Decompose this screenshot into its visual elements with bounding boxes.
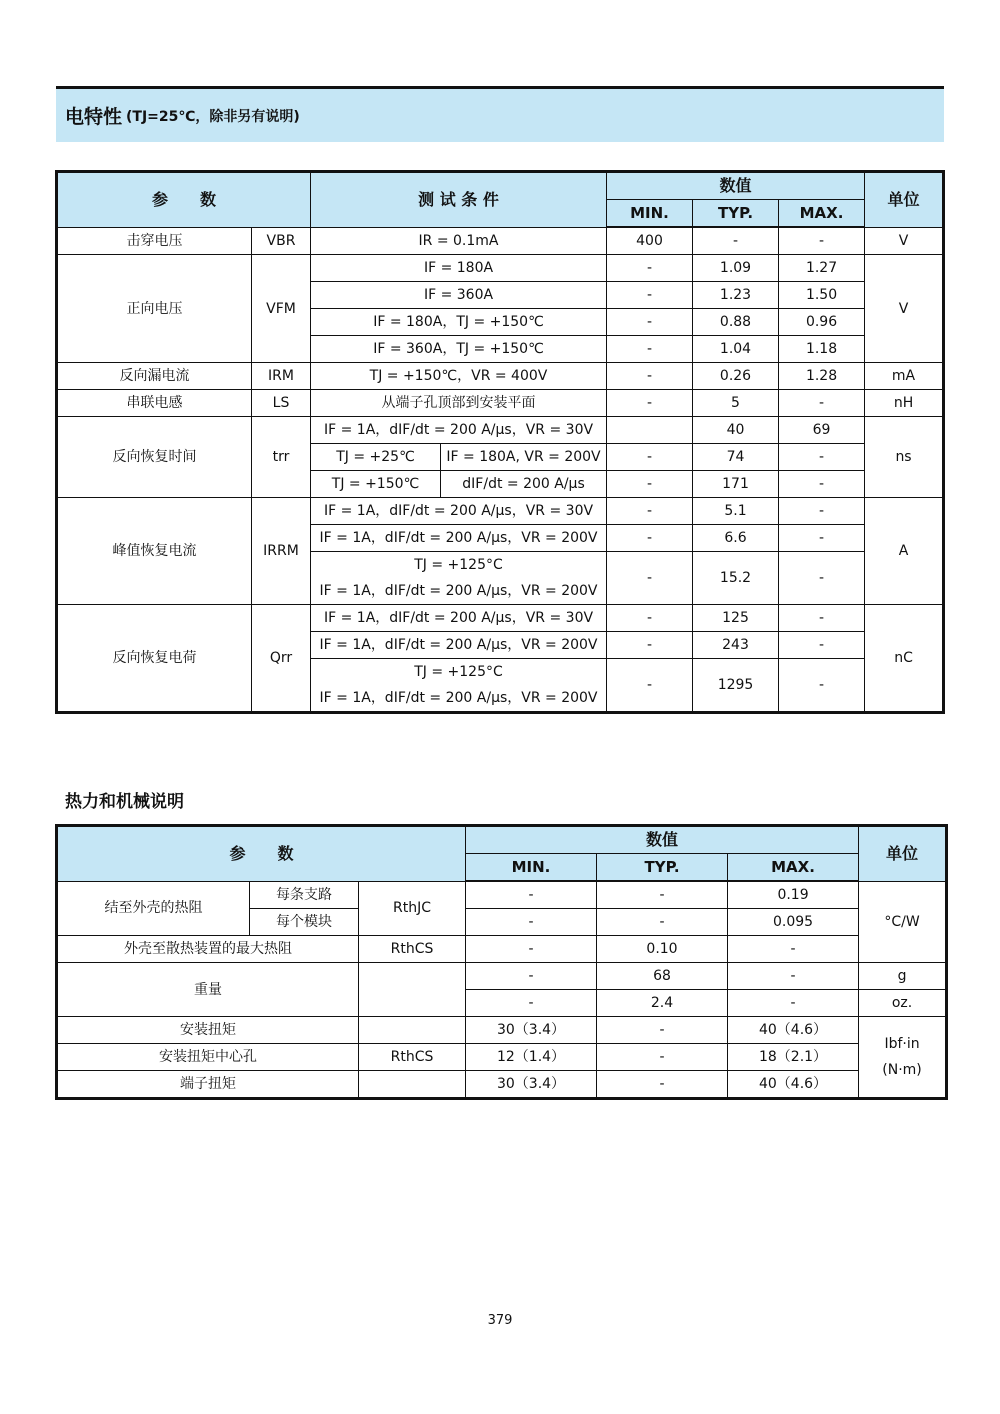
value-min: -: [607, 471, 693, 498]
value-typ: 1295: [693, 659, 779, 713]
unit-torque-b: (N·m): [882, 1062, 922, 1078]
unit: ns: [865, 417, 944, 498]
value-max: 1.27: [779, 255, 865, 282]
unit: g: [859, 963, 947, 990]
test-condition-temp: TJ = +125°C: [414, 664, 503, 680]
unit-torque-a: Ibf·in: [884, 1036, 920, 1052]
value-max: -: [779, 552, 865, 605]
value-max: -: [779, 444, 865, 471]
value-min: -: [607, 444, 693, 471]
param-symbol: VFM: [252, 255, 311, 363]
value-min: -: [607, 255, 693, 282]
param-name: 反向恢复电荷: [57, 605, 252, 713]
header-param: 参 数: [57, 826, 466, 882]
param-name: 击穿电压: [57, 227, 252, 255]
table-row: [57, 227, 944, 255]
value-typ: 2.4: [597, 990, 728, 1017]
value-max: 0.095: [728, 909, 859, 936]
test-condition: IR = 0.1mA: [311, 227, 607, 255]
value-min: -: [466, 881, 597, 909]
value-max: -: [728, 963, 859, 990]
value-typ: 243: [693, 632, 779, 659]
header-param: 参 数: [57, 172, 311, 228]
unit: °C/W: [859, 881, 947, 963]
header-values: 数值: [466, 826, 859, 854]
test-condition-multiline: [311, 659, 607, 713]
table-row: [57, 417, 944, 444]
value-min: -: [607, 605, 693, 632]
param-symbol: VBR: [252, 227, 311, 255]
section-thermal-title: 热力和机械说明: [65, 792, 184, 812]
test-condition: IF = 360A，TJ = +150℃: [311, 336, 607, 363]
table-row: [57, 255, 944, 282]
value-typ: 1.04: [693, 336, 779, 363]
test-condition: IF = 1A，dIF/dt = 200 A/μs，VR = 200V: [319, 690, 598, 706]
value-min: -: [607, 363, 693, 390]
value-typ: 5: [693, 390, 779, 417]
section-electrical-banner: [56, 86, 944, 142]
param-symbol: RthCS: [359, 1044, 466, 1071]
value-min: 12（1.4）: [466, 1044, 597, 1071]
value-min: -: [607, 552, 693, 605]
value-typ: -: [597, 1044, 728, 1071]
test-condition: IF = 360A: [311, 282, 607, 309]
param-name: 串联电感: [57, 390, 252, 417]
table-row: [57, 881, 947, 909]
param-sub: 每条支路: [250, 881, 359, 909]
value-typ: 1.23: [693, 282, 779, 309]
value-min: 30（3.4）: [466, 1071, 597, 1099]
value-min: -: [607, 498, 693, 525]
value-typ: -: [597, 909, 728, 936]
unit: oz.: [859, 990, 947, 1017]
value-typ: 171: [693, 471, 779, 498]
test-condition: TJ = +150℃，VR = 400V: [311, 363, 607, 390]
unit: A: [865, 498, 944, 605]
value-typ: -: [597, 1071, 728, 1099]
value-max: -: [779, 390, 865, 417]
value-max: 1.28: [779, 363, 865, 390]
unit: V: [865, 255, 944, 363]
value-typ: -: [693, 227, 779, 255]
header-unit: 单位: [859, 826, 947, 882]
param-symbol: trr: [252, 417, 311, 498]
table-row: [57, 963, 947, 990]
header-min: MIN.: [607, 200, 693, 228]
value-typ: 0.10: [597, 936, 728, 963]
value-max: -: [779, 605, 865, 632]
test-condition-temp: TJ = +150℃: [311, 471, 441, 498]
test-condition: IF = 1A，dIF/dt = 200 A/μs，VR = 200V: [319, 583, 598, 599]
section-electrical-condition: (TJ=25℃，除非另有说明): [126, 108, 300, 125]
header-test-conditions: 测 试 条 件: [311, 172, 607, 228]
value-typ: -: [597, 881, 728, 909]
param-symbol: RthCS: [359, 936, 466, 963]
value-min: -: [607, 525, 693, 552]
param-name: 反向漏电流: [57, 363, 252, 390]
value-min: 30（3.4）: [466, 1017, 597, 1044]
header-typ: TYP.: [693, 200, 779, 228]
test-condition: IF = 1A，dIF/dt = 200 A/μs，VR = 200V: [311, 525, 607, 552]
value-typ: 40: [693, 417, 779, 444]
value-typ: 6.6: [693, 525, 779, 552]
value-max: -: [728, 990, 859, 1017]
table-row: [57, 1044, 947, 1071]
param-symbol: [359, 963, 466, 1017]
value-min: -: [607, 659, 693, 713]
param-name: 正向电压: [57, 255, 252, 363]
value-min: -: [466, 909, 597, 936]
value-min: [607, 417, 693, 444]
table-row: [57, 1071, 947, 1099]
value-max: 0.96: [779, 309, 865, 336]
param-name: 外壳至散热装置的最大热阻: [57, 936, 359, 963]
table-row: [57, 936, 947, 963]
value-typ: 74: [693, 444, 779, 471]
param-symbol: RthJC: [359, 881, 466, 936]
value-min: 400: [607, 227, 693, 255]
param-sub: 每个模块: [250, 909, 359, 936]
value-min: -: [607, 336, 693, 363]
unit: mA: [865, 363, 944, 390]
test-condition: 从端子孔顶部到安装平面: [311, 390, 607, 417]
header-max: MAX.: [728, 854, 859, 882]
header-max: MAX.: [779, 200, 865, 228]
value-typ: 5.1: [693, 498, 779, 525]
value-max: 0.19: [728, 881, 859, 909]
test-condition: IF = 180A, VR = 200V: [441, 444, 607, 471]
value-min: -: [466, 936, 597, 963]
value-min: -: [466, 990, 597, 1017]
value-typ: 68: [597, 963, 728, 990]
value-min: -: [607, 632, 693, 659]
param-name: 安装扭矩: [57, 1017, 359, 1044]
value-max: 40（4.6）: [728, 1071, 859, 1099]
unit: V: [865, 227, 944, 255]
value-max: -: [779, 227, 865, 255]
unit: nH: [865, 390, 944, 417]
header-values: 数值: [607, 172, 865, 200]
test-condition: IF = 180A: [311, 255, 607, 282]
table-row: [57, 605, 944, 632]
test-condition-temp: TJ = +125°C: [414, 557, 503, 573]
param-name: 结至外壳的热阻: [57, 881, 250, 936]
param-symbol: IRRM: [252, 498, 311, 605]
value-typ: 0.26: [693, 363, 779, 390]
page-number: 379: [487, 1313, 513, 1328]
value-min: -: [607, 390, 693, 417]
value-typ: -: [597, 1017, 728, 1044]
value-max: -: [779, 471, 865, 498]
value-typ: 125: [693, 605, 779, 632]
test-condition: IF = 1A，dIF/dt = 200 A/μs，VR = 30V: [311, 417, 607, 444]
value-max: -: [728, 936, 859, 963]
thermal-mechanical-table: [55, 824, 948, 1100]
value-max: 18（2.1）: [728, 1044, 859, 1071]
value-max: -: [779, 525, 865, 552]
value-max: 1.50: [779, 282, 865, 309]
test-condition: IF = 180A，TJ = +150℃: [311, 309, 607, 336]
value-max: -: [779, 659, 865, 713]
table-row: [57, 390, 944, 417]
test-condition: IF = 1A，dIF/dt = 200 A/μs，VR = 200V: [311, 632, 607, 659]
value-min: -: [607, 309, 693, 336]
value-typ: 1.09: [693, 255, 779, 282]
header-typ: TYP.: [597, 854, 728, 882]
value-min: -: [607, 282, 693, 309]
value-max: 40（4.6）: [728, 1017, 859, 1044]
electrical-characteristics-table: [55, 170, 945, 714]
table-row: [57, 363, 944, 390]
value-max: -: [779, 632, 865, 659]
value-max: 69: [779, 417, 865, 444]
param-symbol: [359, 1071, 466, 1099]
param-name: 端子扭矩: [57, 1071, 359, 1099]
test-condition: IF = 1A，dIF/dt = 200 A/μs，VR = 30V: [311, 498, 607, 525]
param-symbol: [359, 1017, 466, 1044]
param-name: 安装扭矩中心孔: [57, 1044, 359, 1071]
param-symbol: IRM: [252, 363, 311, 390]
test-condition-temp: TJ = +25℃: [311, 444, 441, 471]
test-condition: dIF/dt = 200 A/μs: [441, 471, 607, 498]
value-max: 1.18: [779, 336, 865, 363]
table-row: [57, 1017, 947, 1044]
header-min: MIN.: [466, 854, 597, 882]
test-condition: IF = 1A，dIF/dt = 200 A/μs，VR = 30V: [311, 605, 607, 632]
test-condition-multiline: [311, 552, 607, 605]
param-symbol: Qrr: [252, 605, 311, 713]
unit-torque: [859, 1017, 947, 1099]
section-electrical-title: 电特性: [65, 106, 123, 128]
param-symbol: LS: [252, 390, 311, 417]
header-unit: 单位: [865, 172, 944, 228]
table-row: [57, 498, 944, 525]
value-typ: 15.2: [693, 552, 779, 605]
unit: nC: [865, 605, 944, 713]
value-max: -: [779, 498, 865, 525]
param-name: 峰值恢复电流: [57, 498, 252, 605]
value-typ: 0.88: [693, 309, 779, 336]
param-name: 反向恢复时间: [57, 417, 252, 498]
value-min: -: [466, 963, 597, 990]
param-name: 重量: [57, 963, 359, 1017]
